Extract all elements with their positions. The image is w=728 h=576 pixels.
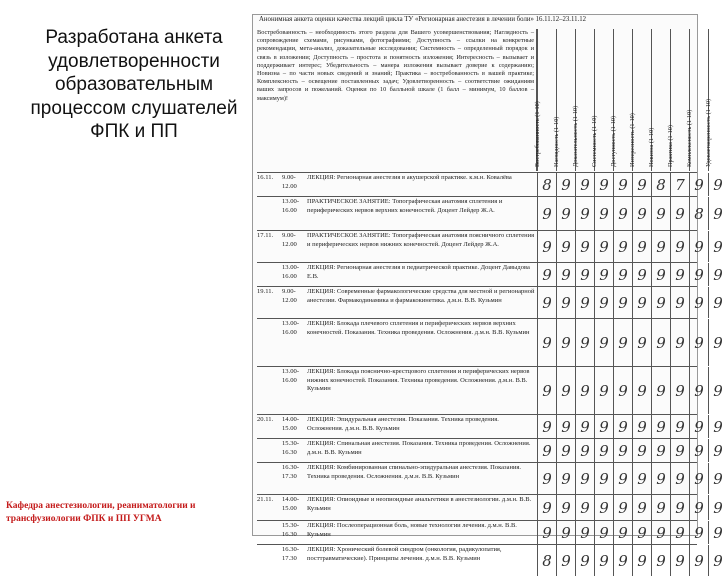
score-cell: 9: [670, 263, 689, 286]
table-row: [257, 230, 723, 262]
row-date: 16.11.: [257, 174, 274, 181]
score-cell: 9: [632, 463, 651, 494]
score-cell: 9: [651, 439, 670, 462]
row-lecture: ЛЕКЦИЯ: Опиоидные и неопиоидные анальгетики в анестезиологии. д.м.н. В.В. Кузьмин: [307, 496, 532, 512]
score-cell: 9: [632, 415, 651, 438]
row-scores: [537, 439, 727, 462]
score-cell: 9: [556, 197, 575, 230]
row-time: 9.00- 12.00: [282, 232, 297, 248]
score-cell: 9: [613, 197, 632, 230]
score-cell: 9: [651, 415, 670, 438]
row-time: 16.30- 17.30: [282, 464, 300, 480]
score-cell: 9: [613, 367, 632, 414]
row-time: 13.00- 16.00: [282, 264, 300, 280]
row-scores: [537, 545, 727, 576]
table-row: [257, 414, 723, 438]
score-cell: 9: [708, 173, 727, 196]
score-cell: 9: [575, 173, 594, 196]
row-scores: [537, 319, 727, 366]
table-row: [257, 366, 723, 414]
score-cell: 9: [632, 263, 651, 286]
table-row: [257, 196, 723, 230]
column-header-label: Комплексность (1-10): [686, 109, 693, 167]
row-scores: [537, 287, 727, 318]
score-cell: 9: [537, 463, 556, 494]
score-cell: 9: [575, 319, 594, 366]
score-cell: 9: [670, 521, 689, 544]
row-time: 13.00- 16.00: [282, 368, 300, 384]
row-lecture: ЛЕКЦИЯ: Спинальная анестезия. Показания. Техника проведения. Осложнения. д.м.н. В.В. Кузьмин: [307, 440, 531, 456]
score-cell: 9: [708, 463, 727, 494]
row-lecture: ЛЕКЦИЯ: Комбинированная спинально-эпидуральная анестезия. Показания. Техника проведения. Осложнения. д.м.н. В.В. Кузьмин: [307, 464, 522, 480]
score-cell: 8: [689, 197, 708, 230]
score-cell: 9: [537, 415, 556, 438]
score-cell: 9: [689, 287, 708, 318]
score-cell: 9: [651, 319, 670, 366]
row-date: 20.11.: [257, 416, 274, 423]
row-time: 15.30- 16.30: [282, 440, 300, 456]
score-cell: 9: [556, 367, 575, 414]
score-cell: 9: [708, 319, 727, 366]
score-cell: 9: [670, 367, 689, 414]
score-cell: 9: [575, 263, 594, 286]
column-header-label: Системность (1-10): [591, 115, 598, 167]
survey-title: Анонимная анкета оценки качества лекций цикла ТУ «Регионарная анестезия в лечении боли» 16.11.12–23.11.12: [259, 16, 587, 23]
score-cell: 9: [556, 521, 575, 544]
score-cell: 9: [708, 415, 727, 438]
score-cell: 9: [651, 197, 670, 230]
survey-rows: [257, 172, 723, 576]
score-cell: 9: [689, 231, 708, 262]
column-header-label: Наглядность (1-10): [553, 116, 560, 167]
row-lecture: ЛЕКЦИЯ: Послеоперационная боль, новые технологии лечения. д.м.н. В.В. Кузьмин: [307, 522, 517, 538]
score-cell: 9: [575, 545, 594, 576]
row-lecture: ЛЕКЦИЯ: Регионарная анестезия в педиатрической практике. Доцент Давыдова Е.В.: [307, 264, 530, 280]
score-cell: 9: [689, 545, 708, 576]
score-cell: 9: [594, 173, 613, 196]
score-cell: 9: [613, 263, 632, 286]
score-cell: 9: [670, 319, 689, 366]
table-row: [257, 462, 723, 494]
score-cell: 9: [594, 319, 613, 366]
score-cell: 9: [613, 521, 632, 544]
table-row: [257, 286, 723, 318]
row-date: 19.11.: [257, 288, 274, 295]
column-header-label: Доказательность (1-10): [572, 105, 579, 167]
score-cell: 9: [689, 521, 708, 544]
score-cell: 9: [708, 287, 727, 318]
score-cell: 9: [708, 439, 727, 462]
department-footer: Кафедра анестезиологии, реаниматологии и трансфузиологии ФПК и ПП УГМА: [6, 501, 196, 524]
score-cell: 9: [651, 495, 670, 520]
score-cell: 9: [575, 415, 594, 438]
score-cell: 9: [575, 367, 594, 414]
score-cell: 9: [537, 367, 556, 414]
score-cell: 9: [537, 197, 556, 230]
score-cell: 9: [537, 287, 556, 318]
row-date: 17.11.: [257, 232, 274, 239]
row-time: 14.00- 15.00: [282, 416, 300, 432]
score-cell: 9: [708, 545, 727, 576]
table-row: [257, 172, 723, 196]
score-cell: 9: [670, 463, 689, 494]
score-cell: 9: [651, 263, 670, 286]
column-header-label: Новизна (1-10): [648, 127, 655, 167]
column-header-label: Востребованность (1-10): [534, 101, 541, 167]
row-scores: [537, 173, 727, 196]
table-row: [257, 318, 723, 366]
score-cell: 9: [708, 367, 727, 414]
score-cell: 9: [575, 495, 594, 520]
score-cell: 9: [575, 287, 594, 318]
score-cell: 9: [632, 545, 651, 576]
score-cell: 9: [613, 545, 632, 576]
score-cell: 9: [689, 319, 708, 366]
score-cell: 9: [594, 287, 613, 318]
score-cell: 9: [556, 231, 575, 262]
score-cell: 9: [594, 463, 613, 494]
table-row: [257, 494, 723, 520]
score-cell: 7: [670, 173, 689, 196]
score-cell: 9: [670, 197, 689, 230]
score-cell: 9: [594, 521, 613, 544]
row-time: 9.00- 12.00: [282, 288, 297, 304]
row-lecture: ПРАКТИЧЕСКОЕ ЗАНЯТИЕ: Топографическая анатомия поясничного сплетения и периферических нервов нижних конечностей. Доцент Лейдер Ж.А.: [307, 232, 535, 248]
score-cell: 9: [575, 463, 594, 494]
score-cell: 9: [537, 231, 556, 262]
score-cell: 9: [537, 439, 556, 462]
score-cell: 9: [689, 439, 708, 462]
survey-scan: [252, 14, 723, 570]
score-cell: 9: [613, 463, 632, 494]
score-cell: 9: [632, 173, 651, 196]
score-cell: 9: [632, 521, 651, 544]
score-cell: 9: [556, 495, 575, 520]
score-cell: 9: [613, 231, 632, 262]
score-cell: 9: [594, 263, 613, 286]
score-cell: 9: [594, 439, 613, 462]
score-cell: 9: [594, 197, 613, 230]
score-cell: 9: [651, 521, 670, 544]
row-lecture: ЛЕКЦИЯ: Блокада пояснично-крестцового сплетения и периферических нервов нижних конечностей. Показания. Техника проведения. Осложнения. д.м.н. В.В. Кузьмин: [307, 368, 530, 392]
row-time: 13.00- 16.00: [282, 198, 300, 214]
score-cell: 9: [575, 521, 594, 544]
score-cell: 9: [689, 415, 708, 438]
row-lecture: ЛЕКЦИЯ: Блокада плечевого сплетения и периферических нервов верхних конечностей. Показания. Техника проведения. Осложнения. д.м.н. В.В. Кузьмин: [307, 320, 530, 336]
column-header-label: Интересность (1-10): [629, 113, 636, 167]
row-scores: [537, 521, 727, 544]
score-cell: 9: [670, 231, 689, 262]
score-cell: 9: [556, 319, 575, 366]
table-row: [257, 438, 723, 462]
score-cell: 9: [632, 495, 651, 520]
score-cell: 9: [556, 439, 575, 462]
table-row: [257, 262, 723, 286]
column-header-label: Удовлетворенность (1-10): [705, 98, 712, 167]
row-scores: [537, 197, 727, 230]
score-cell: 9: [670, 287, 689, 318]
score-cell: 9: [613, 415, 632, 438]
score-cell: 9: [594, 415, 613, 438]
score-cell: 9: [594, 495, 613, 520]
score-cell: 9: [632, 231, 651, 262]
score-cell: 9: [556, 263, 575, 286]
score-cell: 9: [537, 263, 556, 286]
score-cell: 9: [708, 197, 727, 230]
row-time: 16.30- 17.30: [282, 546, 300, 562]
row-lecture: ЛЕКЦИЯ: Современные фармакологические средства для местной и регионарной анестезии. Фармакодинамика и фармакокинетика. д.м.н. В.В. Кузьмин: [307, 288, 535, 304]
column-header-label: Практика (1-10): [667, 125, 674, 167]
row-lecture: ЛЕКЦИЯ: Хронический болевой синдром (онкология, радикулопатия, посттравматические). Принципы лечения. д.м.н. В.В. Кузьмин: [307, 546, 502, 562]
score-cell: 8: [651, 173, 670, 196]
score-cell: 9: [632, 287, 651, 318]
row-lecture: ЛЕКЦИЯ: Эпидуральная анестезия. Показания. Техника проведения. Осложнения. д.м.н. В.В. Кузьмин: [307, 416, 499, 432]
score-cell: 8: [537, 173, 556, 196]
score-cell: 9: [651, 287, 670, 318]
score-cell: 9: [575, 231, 594, 262]
score-cell: 9: [556, 463, 575, 494]
table-row: [257, 544, 723, 576]
score-cell: 9: [632, 439, 651, 462]
criteria-description: Востребованность – необходимость этого раздела для Вашего усовершенствования; Наглядность – сопровождение схемами, рисунками, фотографиями; Доступность – ссылки на конкретные рекомендации, мета-анализ, доказательные исследования; Системность – определенный порядок и связь в изложении; Доступность – простота и понятность изложения; Интересность – вызывает и поддерживает интерес; Убедительность – манера изложения вызывает доверие к содержанию; Новизна – по части новых сведений и знаний; Практика – востребованность в вашей практике; Комплексность – освещение поставленных задач; Удовлетворенность – соответствие ожиданиям ваших запросов и пожеланий. Оценки по 10 балльной шкале (1 балл – минимум, 10 баллов – максимум)!: [257, 29, 537, 171]
score-cell: 9: [708, 495, 727, 520]
row-scores: [537, 367, 727, 414]
score-cell: 9: [575, 197, 594, 230]
score-cell: 9: [594, 231, 613, 262]
column-header-label: Доступность (1-10): [610, 115, 617, 167]
score-cell: 9: [651, 367, 670, 414]
score-cell: 9: [632, 197, 651, 230]
row-date: 21.11.: [257, 496, 274, 503]
row-lecture: ПРАКТИЧЕСКОЕ ЗАНЯТИЕ: Топографическая анатомия сплетения и периферических нервов верхних конечностей. Доцент Лейдер Ж.А.: [307, 198, 503, 214]
score-cell: 9: [708, 231, 727, 262]
score-cell: 9: [670, 415, 689, 438]
score-cell: 9: [613, 439, 632, 462]
score-cell: 9: [556, 287, 575, 318]
score-cell: 9: [537, 495, 556, 520]
score-cell: 9: [651, 545, 670, 576]
score-cell: 9: [556, 415, 575, 438]
score-cell: 8: [537, 545, 556, 576]
score-cell: 9: [708, 521, 727, 544]
column-header: [705, 29, 728, 171]
score-cell: 9: [537, 319, 556, 366]
score-cell: 9: [689, 463, 708, 494]
score-cell: 9: [651, 231, 670, 262]
score-cell: 9: [594, 367, 613, 414]
row-scores: [537, 263, 727, 286]
score-cell: 9: [613, 495, 632, 520]
row-scores: [537, 495, 727, 520]
score-cell: 9: [613, 319, 632, 366]
score-cell: 9: [613, 173, 632, 196]
score-cell: 9: [689, 173, 708, 196]
row-time: 14.00- 15.00: [282, 496, 300, 512]
slide-title: Разработана анкета удовлетворенности образовательным процессом слушателей ФПК и ПП: [30, 27, 238, 142]
row-time: 9.00- 12.00: [282, 174, 297, 190]
score-cell: 9: [556, 545, 575, 576]
score-cell: 9: [689, 367, 708, 414]
score-cell: 9: [670, 495, 689, 520]
score-cell: 9: [632, 367, 651, 414]
score-cell: 9: [575, 439, 594, 462]
score-cell: 9: [613, 287, 632, 318]
score-cell: 9: [689, 495, 708, 520]
score-cell: 9: [689, 263, 708, 286]
row-scores: [537, 231, 727, 262]
score-cell: 9: [537, 521, 556, 544]
row-time: 13.00- 16.00: [282, 320, 300, 336]
row-lecture: ЛЕКЦИЯ: Регионарная анестезия в акушерской практике. к.м.н. Ковалёва: [307, 174, 512, 181]
row-scores: [537, 463, 727, 494]
row-scores: [537, 415, 727, 438]
score-cell: 9: [556, 173, 575, 196]
table-row: [257, 520, 723, 544]
score-cell: 9: [670, 439, 689, 462]
score-cell: 9: [670, 545, 689, 576]
score-cell: 9: [708, 263, 727, 286]
score-cell: 9: [651, 463, 670, 494]
score-cell: 9: [594, 545, 613, 576]
score-cell: 9: [632, 319, 651, 366]
row-time: 15.30- 16.30: [282, 522, 300, 538]
